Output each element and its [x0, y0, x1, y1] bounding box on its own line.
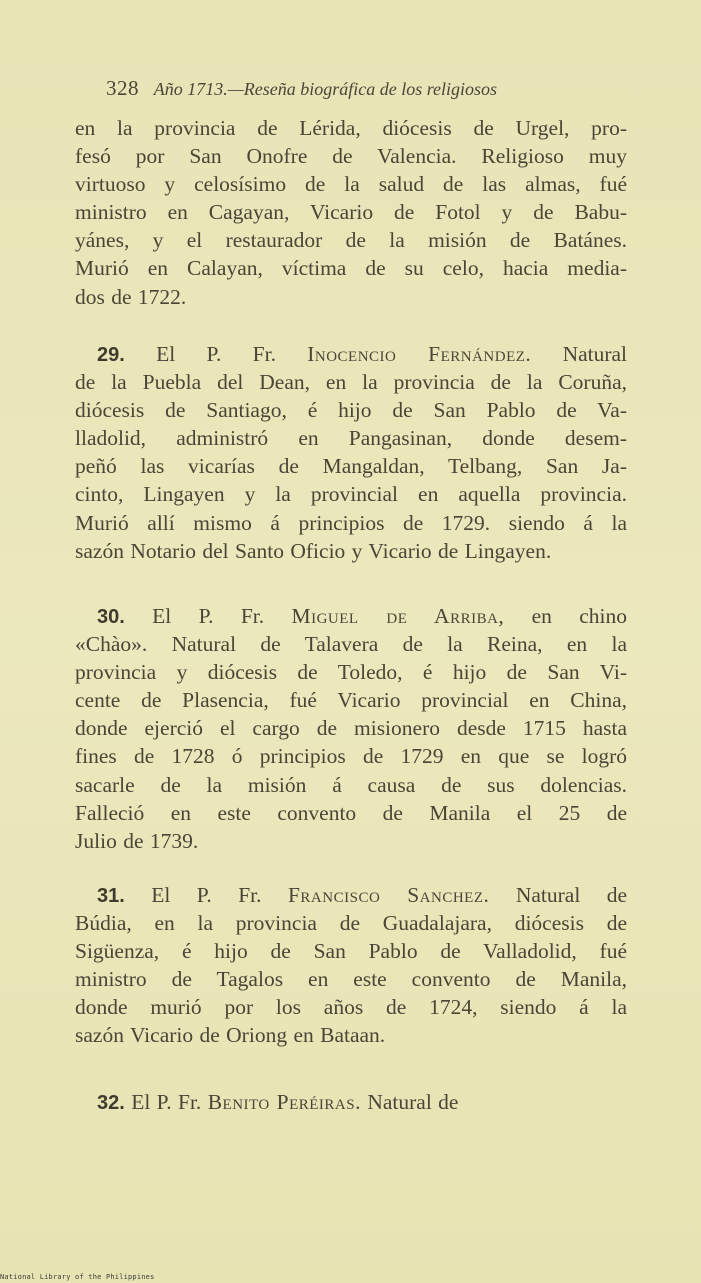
entry-32	[75, 1088, 627, 1116]
text-line: ministro en Cagayan, Vicario de Fotol y de Babu-	[75, 200, 627, 225]
entry-prefix: El P. Fr.	[151, 883, 262, 907]
entry-30	[75, 602, 627, 855]
text-line: peñó las vicarías de Mangaldan, Telbang, San Ja-	[75, 454, 627, 479]
text-line: Búdia, en la provincia de Guadalajara, diócesis de	[75, 911, 627, 936]
entry-first-line-rest: Natural	[562, 342, 628, 366]
entry-29	[75, 340, 627, 565]
text-line: provincia y diócesis de Toledo, é hijo de San Vi-	[75, 660, 627, 685]
text-line: ministro de Tagalos en este convento de Manila,	[75, 967, 627, 992]
text-line: Falleció en este convento de Manila el 25 de	[75, 800, 627, 825]
intro-paragraph	[75, 114, 627, 311]
running-header	[106, 76, 626, 106]
entry-name: Francisco Sanchez.	[287, 883, 490, 907]
entry-prefix: El P. Fr.	[152, 604, 265, 628]
entry-name: Benito Peréiras.	[207, 1090, 361, 1114]
text-line: fesó por San Onofre de Valencia. Religioso muy	[75, 144, 627, 169]
entry-prefix: El P. Fr.	[131, 1090, 202, 1114]
text-line: sacarle de la misión á causa de sus dolencias.	[75, 772, 627, 797]
entry-name: Inocencio Fernández.	[307, 342, 532, 366]
text-line: lladolid, administró en Pangasinan, donde desem-	[75, 426, 627, 451]
library-credit: National Library of the Philippines	[0, 1273, 155, 1281]
text-line: de la Puebla del Dean, en la provincia de la Coruña,	[75, 370, 627, 395]
text-line: dos de 1722.	[75, 284, 187, 309]
text-line: donde murió por los años de 1724, siendo á la	[75, 995, 627, 1020]
running-title: Año 1713.—Reseña biográfica de los religiosos	[153, 79, 498, 99]
text-line: diócesis de Santiago, é hijo de San Pablo de Va-	[75, 398, 627, 423]
entry-first-line-rest: en chino	[531, 604, 628, 628]
text-line: sazón Vicario de Oriong en Bataan.	[75, 1023, 386, 1048]
entry-first-line-rest: Natural de	[367, 1090, 459, 1114]
text-line: cinto, Lingayen y la provincial en aquella provincia.	[75, 482, 627, 507]
text-line: Murió allí mismo á principios de 1729. siendo á la	[75, 510, 627, 535]
entry-number: 30.	[97, 606, 125, 628]
text-line: «Chào». Natural de Talavera de la Reina, en la	[75, 632, 627, 657]
text-line: en la provincia de Lérida, diócesis de Urgel, pro-	[75, 116, 627, 140]
entry-31	[75, 881, 627, 1050]
entry-heading-line	[75, 340, 627, 368]
text-line: virtuoso y celosísimo de la salud de las almas, fué	[75, 172, 627, 197]
entry-prefix: El P. Fr.	[156, 342, 276, 366]
entry-heading-line	[75, 1088, 627, 1116]
text-line: fines de 1728 ó principios de 1729 en que se logró	[75, 744, 627, 769]
text-line: Julio de 1739.	[75, 828, 199, 853]
text-line: Sigüenza, é hijo de San Pablo de Valladolid, fué	[75, 939, 627, 964]
text-line: donde ejerció el cargo de misionero desde 1715 hasta	[75, 716, 627, 741]
entry-number: 31.	[97, 885, 125, 907]
text-line: Murió en Calayan, víctima de su celo, hacia media-	[75, 256, 627, 281]
entry-number: 29.	[97, 344, 125, 366]
text-line: cente de Plasencia, fué Vicario provincial en China,	[75, 688, 627, 713]
entry-heading-line	[75, 881, 627, 909]
entry-number: 32.	[97, 1092, 125, 1114]
entry-name: Miguel de Arriba,	[291, 604, 505, 628]
entry-heading-line	[75, 602, 627, 630]
text-line: sazón Notario del Santo Oficio y Vicario de Lingayen.	[75, 538, 552, 563]
page-number: 328	[106, 76, 139, 100]
text-line: yánes, y el restaurador de la misión de Batánes.	[75, 228, 627, 253]
entry-first-line-rest: Natural de	[515, 883, 628, 907]
